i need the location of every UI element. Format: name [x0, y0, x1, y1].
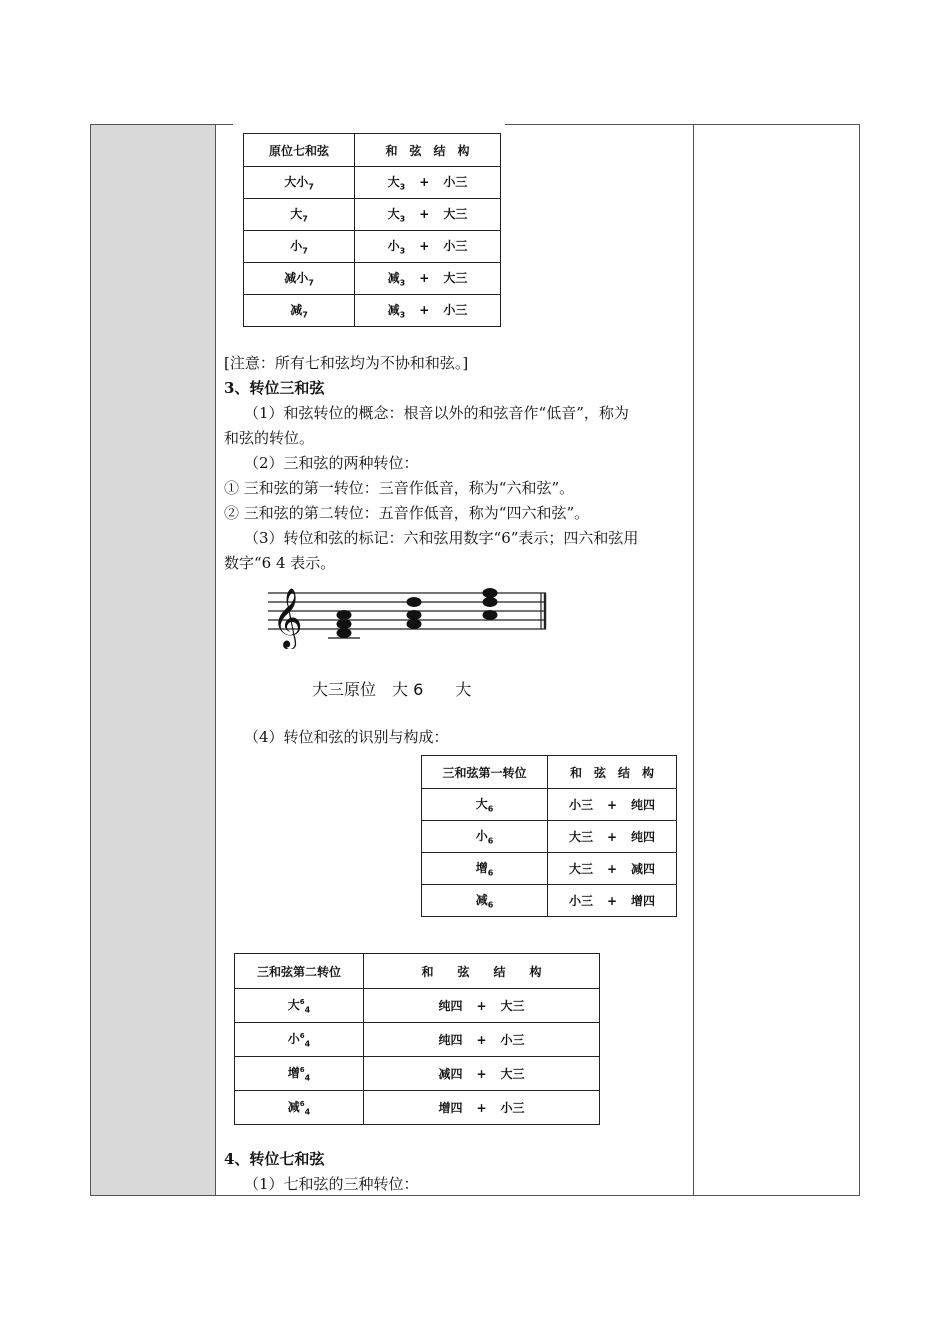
chord-name: 大 [475, 797, 488, 812]
chord-name: 大 [287, 998, 300, 1013]
table-header: 三和弦第一转位 [422, 756, 548, 789]
plus-sign: + [606, 830, 618, 844]
table-row [235, 989, 600, 1023]
second-inversion-table [234, 953, 600, 1125]
interval-right: 减四 [631, 862, 656, 876]
interval-left: 纯四 [438, 999, 463, 1013]
chord-structure-cell [548, 853, 677, 885]
plus-sign: + [419, 207, 430, 222]
plus-sign: + [419, 303, 430, 318]
interval-right: 小三 [443, 239, 468, 254]
interval-right: 小三 [443, 175, 468, 190]
interval-right: 小三 [500, 1101, 525, 1115]
table-row [235, 1023, 600, 1057]
plus-sign: + [606, 798, 618, 812]
chord-name: 小 [287, 1032, 300, 1047]
chord-figure: 7 [308, 182, 314, 192]
chord-figure: 4 [304, 1073, 311, 1083]
paragraph: （1）和弦转位的概念：根音以外的和弦音作“低音”，称为 [244, 404, 629, 422]
chord-figure: 6 [487, 868, 494, 878]
chord-name: 减小 [284, 271, 309, 286]
note-text: [注意：所有七和弦均为不协和和弦。] [224, 354, 469, 372]
table-row [244, 295, 501, 327]
interval-left: 纯四 [438, 1033, 463, 1047]
chord-name-cell [244, 263, 355, 295]
paragraph: （2）三和弦的两种转位： [244, 454, 419, 472]
chord-name: 减 [287, 1100, 300, 1115]
table-row [244, 263, 501, 295]
plus-sign: + [419, 271, 430, 286]
chord-structure-cell [355, 295, 501, 327]
chord-structure-cell [355, 199, 501, 231]
chord-figure-top: 6 [299, 1032, 305, 1041]
interval-left: 小三 [568, 894, 593, 908]
interval-right: 大三 [443, 207, 468, 222]
paragraph: （4）转位和弦的识别与构成： [244, 728, 449, 746]
chord-structure-cell [548, 789, 677, 821]
chord-name-cell [244, 295, 355, 327]
paragraph: ① 三和弦的第一转位：三音作低音，称为“六和弦”。 [224, 479, 575, 497]
table-row [235, 1057, 600, 1091]
interval-left-figure: 3 [399, 246, 406, 256]
treble-clef-icon: 𝄞 [272, 588, 303, 648]
chord-name-cell [422, 853, 548, 885]
chord-name-cell [235, 989, 364, 1023]
interval-right: 小三 [443, 303, 468, 318]
section-heading [224, 376, 324, 401]
layout-table [90, 124, 860, 1196]
chord-figure-top: 6 [299, 1066, 305, 1075]
plus-sign: + [419, 239, 430, 254]
chord-name-cell [235, 1023, 364, 1057]
chord-structure-cell [364, 1091, 600, 1125]
table-header: 原位七和弦 [244, 134, 355, 167]
chord-name-cell [244, 231, 355, 263]
section-heading [224, 1147, 324, 1172]
chord-name-cell [244, 167, 355, 199]
table-header: 和 弦 结 构 [355, 134, 501, 167]
chord-name: 大 [290, 207, 303, 222]
interval-right: 小三 [500, 1033, 525, 1047]
chord-figure: 7 [302, 214, 308, 224]
chord-figure: 4 [304, 1107, 311, 1117]
heading-text: 3、转位三和弦 [224, 379, 325, 397]
interval-left-figure: 3 [399, 182, 406, 192]
chord-name: 减 [290, 303, 303, 318]
interval-left: 大三 [568, 862, 593, 876]
interval-right: 纯四 [631, 830, 656, 844]
chord-structure-cell [355, 167, 501, 199]
plus-sign: + [476, 1101, 487, 1115]
chord-structure-cell [548, 885, 677, 917]
plus-sign: + [606, 862, 618, 876]
chord-figure: 6 [487, 804, 494, 814]
chord-name: 减 [475, 893, 488, 908]
interval-left: 减 [387, 303, 400, 318]
chord-structure-cell [364, 989, 600, 1023]
table-row [244, 199, 501, 231]
chord-figure-top: 6 [299, 998, 305, 1007]
chord-figure: 7 [302, 310, 308, 320]
interval-right: 大三 [500, 1067, 525, 1081]
chord-name: 增 [475, 861, 488, 876]
interval-left: 减四 [438, 1067, 463, 1081]
chord-figure: 6 [487, 836, 494, 846]
interval-left: 增四 [438, 1101, 463, 1115]
table-row [422, 821, 677, 853]
chord-name: 大小 [284, 175, 309, 190]
chord-figure: 6 [487, 900, 494, 910]
music-staff-figure [268, 583, 558, 649]
chord-structure-cell [364, 1023, 600, 1057]
interval-left: 减 [387, 271, 400, 286]
plus-sign: + [476, 1067, 487, 1081]
plus-sign: + [606, 894, 618, 908]
paragraph: ② 三和弦的第二转位：五音作低音，称为“四六和弦”。 [224, 504, 590, 522]
seventh-chord-table [243, 133, 501, 327]
interval-right: 增四 [631, 894, 656, 908]
chord-name-cell [422, 821, 548, 853]
chord-name-cell [235, 1091, 364, 1125]
interval-left-figure: 3 [399, 310, 406, 320]
plus-sign: + [476, 999, 487, 1013]
table-row [244, 231, 501, 263]
chord-figure: 7 [308, 278, 314, 288]
chord-name: 增 [287, 1066, 300, 1081]
interval-left: 小 [387, 239, 400, 254]
interval-left: 大 [387, 175, 400, 190]
interval-left-figure: 3 [399, 278, 406, 288]
chord-figure: 4 [304, 1005, 311, 1015]
chord-structure-cell [364, 1057, 600, 1091]
table-row [422, 789, 677, 821]
interval-left-figure: 3 [399, 214, 406, 224]
plus-sign: + [419, 175, 430, 190]
interval-right: 大三 [500, 999, 525, 1013]
plus-sign: + [476, 1033, 487, 1047]
table-row [422, 853, 677, 885]
chord-structure-cell [548, 821, 677, 853]
chord-structure-cell [355, 263, 501, 295]
paragraph: （1）七和弦的三种转位： [244, 1175, 419, 1193]
content-cell [224, 125, 686, 1195]
paragraph: 和弦的转位。 [224, 429, 315, 447]
interval-right: 纯四 [631, 798, 656, 812]
first-inversion-table [421, 755, 677, 917]
table-header: 三和弦第二转位 [235, 954, 364, 989]
table-row [422, 885, 677, 917]
table-header: 和 弦 结 构 [364, 954, 600, 989]
table-row [244, 167, 501, 199]
chord-figure: 7 [302, 246, 308, 256]
chord-name: 小 [290, 239, 303, 254]
chord-name: 小 [475, 829, 488, 844]
table-row [235, 1091, 600, 1125]
chord-name-cell [422, 885, 548, 917]
interval-left: 大三 [568, 830, 593, 844]
heading-text: 4、转位七和弦 [224, 1150, 325, 1168]
interval-right: 大三 [443, 271, 468, 286]
table-header: 和 弦 结 构 [548, 756, 677, 789]
interval-left: 小三 [568, 798, 593, 812]
right-column [693, 125, 859, 1195]
chord-name-cell [235, 1057, 364, 1091]
chord-figure-top: 6 [299, 1100, 305, 1109]
staff-caption: 大三原位 大 6 大 [312, 680, 472, 699]
paragraph: （3）转位和弦的标记：六和弦用数字“6”表示；四六和弦用 [244, 529, 639, 547]
chord-figure: 4 [304, 1039, 311, 1049]
chord-name-cell [422, 789, 548, 821]
chord-name-cell [244, 199, 355, 231]
interval-left: 大 [387, 207, 400, 222]
paragraph: 数字“6 4 表示。 [224, 554, 336, 572]
left-column [91, 125, 216, 1195]
chord-structure-cell [355, 231, 501, 263]
